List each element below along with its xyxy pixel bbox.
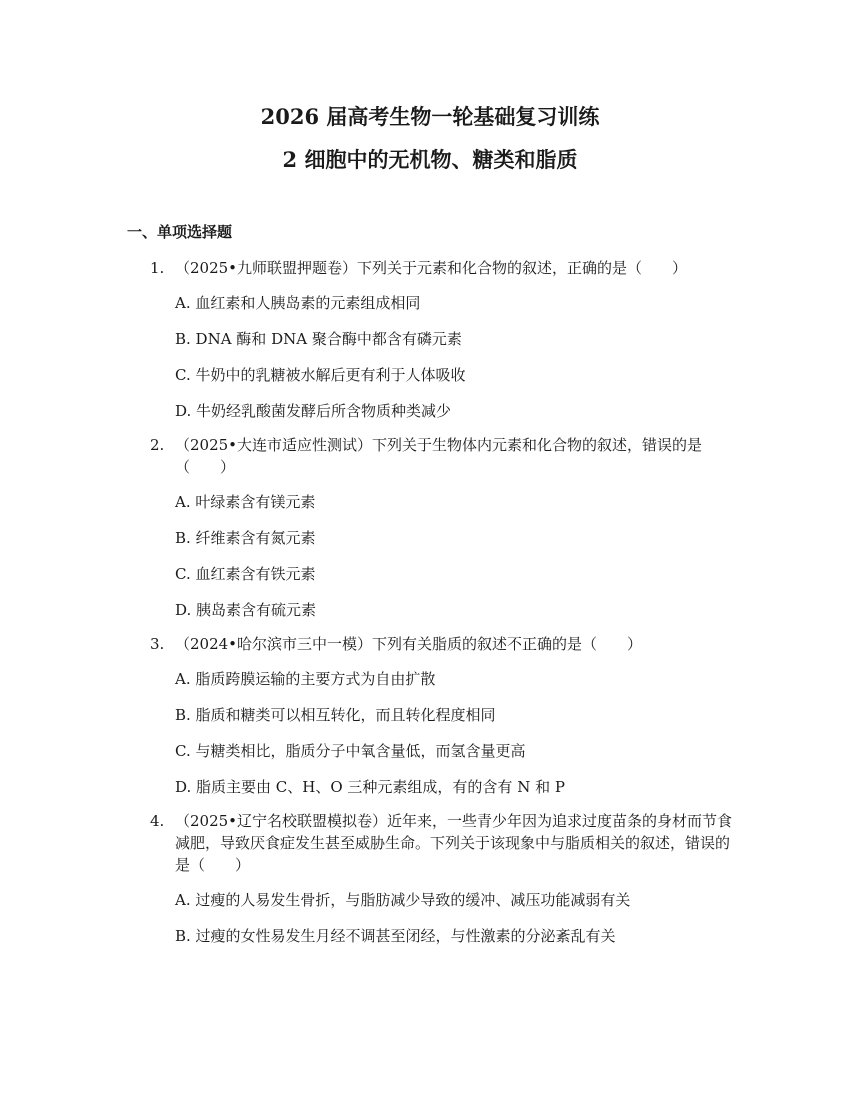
option-a: A. 脂质跨膜运输的主要方式为自由扩散 xyxy=(175,670,436,688)
document-title: 2026 届高考生物一轮基础复习训练 xyxy=(260,104,600,129)
question-number: 3. xyxy=(150,635,165,653)
option-b: B. 纤维素含有氮元素 xyxy=(175,529,316,547)
option-b: B. 过瘦的女性易发生月经不调甚至闭经，与性激素的分泌紊乱有关 xyxy=(175,927,616,945)
question-text: （2025•九师联盟押题卷）下列关于元素和化合物的叙述，正确的是（ ） xyxy=(175,259,688,277)
question-1 xyxy=(150,257,740,422)
question-stem xyxy=(150,810,740,876)
question-number: 4. xyxy=(150,812,165,830)
option-c: C. 牛奶中的乳糖被水解后更有利于人体吸收 xyxy=(175,366,466,384)
question-3 xyxy=(150,633,740,798)
question-number: 2. xyxy=(150,436,165,454)
option-list xyxy=(175,292,740,422)
document-subtitle: 2 细胞中的无机物、糖类和脂质 xyxy=(282,147,578,172)
option-list xyxy=(175,491,740,621)
question-2 xyxy=(150,434,740,621)
option-d: D. 胰岛素含有硫元素 xyxy=(175,601,317,619)
option-a: A. 过瘦的人易发生骨折，与脂肪减少导致的缓冲、减压功能减弱有关 xyxy=(175,891,631,909)
option-a: A. 血红素和人胰岛素的元素组成相同 xyxy=(175,294,421,312)
question-text: （2025•大连市适应性测试）下列关于生物体内元素和化合物的叙述，错误的是（ ） xyxy=(175,436,703,476)
question-text: （2025•辽宁名校联盟模拟卷）近年来，一些青少年因为追求过度苗条的身材而节食减肥，导致厌食症发生甚至威胁生命。下列关于该现象中与脂质相关的叙述，错误的是（ ） xyxy=(175,812,733,874)
option-c: C. 血红素含有铁元素 xyxy=(175,565,316,583)
question-stem xyxy=(150,434,740,478)
option-c: C. 与糖类相比，脂质分子中氧含量低，而氢含量更高 xyxy=(175,742,526,760)
question-stem xyxy=(150,633,740,655)
question-text: （2024•哈尔滨市三中一模）下列有关脂质的叙述不正确的是（ ） xyxy=(175,635,643,653)
option-list xyxy=(175,668,740,798)
option-d: D. 牛奶经乳酸菌发酵后所含物质种类减少 xyxy=(175,402,452,420)
question-stem xyxy=(150,257,740,279)
option-a: A. 叶绿素含有镁元素 xyxy=(175,493,316,511)
option-b: B. 脂质和糖类可以相互转化，而且转化程度相同 xyxy=(175,706,496,724)
question-4 xyxy=(150,810,740,947)
option-d: D. 脂质主要由 C、H、O 三种元素组成，有的含有 N 和 P xyxy=(175,778,565,796)
question-list xyxy=(150,257,740,959)
option-b: B. DNA 酶和 DNA 聚合酶中都含有磷元素 xyxy=(175,330,462,348)
section-heading: 一、单项选择题 xyxy=(127,223,233,241)
option-list xyxy=(175,889,740,947)
question-number: 1. xyxy=(150,259,165,277)
